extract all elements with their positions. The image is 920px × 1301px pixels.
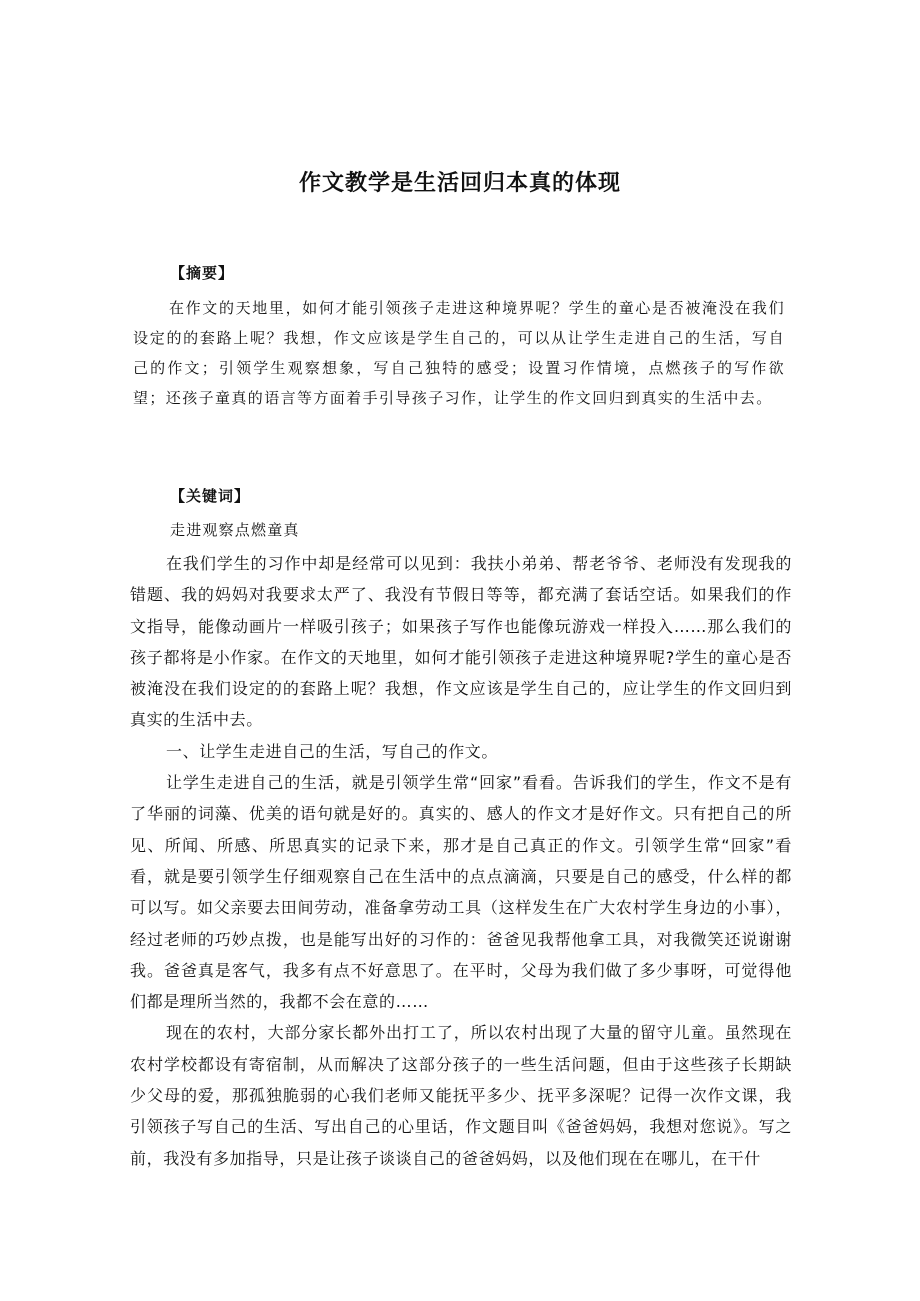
keywords-text: 走进观察点燃童真: [170, 521, 300, 539]
paragraph: 在我们学生的习作中却是经常可以见到：我扶小弟弟、帮老爷爷、老师没有发现我的错题、我的妈妈对我要求太严了、我没有节假日等等，都充满了套话空话。如果我们的作文指导，能像动画片一样吸引孩子；如果孩子写作也能像玩游戏一样投入……那么我们的孩子都将是小作家。在作文的天地里，如何才能引领孩子走进这种境界呢?学生的童心是否被淹没在我们设定的的套路上呢？我想，作文应该是学生自己的，应让学生的作文回归到真实的生活中去。: [130, 554, 792, 730]
abstract-text: 在作文的天地里，如何才能引领孩子走进这种境界呢？学生的童心是否被淹没在我们设定的的套路上呢？我想，作文应该是学生自己的，可以从让学生走进自己的生活，写自己的作文；引领学生观察想象，写自己独特的感受；设置习作情境，点燃孩子的写作欲望；还孩子童真的语言等方面着手引导孩子习作，让学生的作文回归到真实的生活中去。: [133, 299, 785, 407]
keywords-label: 【关键词】: [170, 487, 251, 505]
paragraph: 现在的农村，大部分家长都外出打工了，所以农村出现了大量的留守儿童。虽然现在农村学校都设有寄宿制，从而解决了这部分孩子的一些生活问题，但由于这些孩子长期缺少父母的爱，那孤独脆弱的心我们老师又能抚平多少、抚平多深呢？记得一次作文课，我引领孩子写自己的生活、写出自己的心里话，作文题目叫《爸爸妈妈，我想对您说》。写之前，我没有多加指导，只是让孩子谈谈自己的爸爸妈妈，以及他们现在在哪儿，在干什: [130, 1023, 792, 1168]
body-text: [130, 548, 792, 1174]
abstract-label: 【摘要】: [170, 264, 235, 282]
section-heading: 一、让学生走进自己的生活，写自己的作文。: [166, 741, 499, 761]
paragraph: 让学生走进自己的生活，就是引领学生常“回家”看看。告诉我们的学生，作文不是有了华丽的词藻、优美的语句就是好的。真实的、感人的作文才是好作文。只有把自己的所见、所闻、所感、所思真实的记录下来，那才是自己真正的作文。引领学生常“回家”看看，就是要引领学生仔细观察自己在生活中的点点滴滴，只要是自己的感受，什么样的都可以写。如父亲要去田间劳动，准备拿劳动工具（这样发生在广大农村学生身边的小事），经过老师的巧妙点拨，也是能写出好的习作的：爸爸见我帮他拿工具，对我微笑还说谢谢我。爸爸真是客气，我多有点不好意思了。在平时，父母为我们做了多少事呀，可觉得他们都是理所当然的，我都不会在意的……: [130, 773, 792, 1012]
document-title: 作文教学是生活回归本真的体现: [298, 171, 621, 196]
